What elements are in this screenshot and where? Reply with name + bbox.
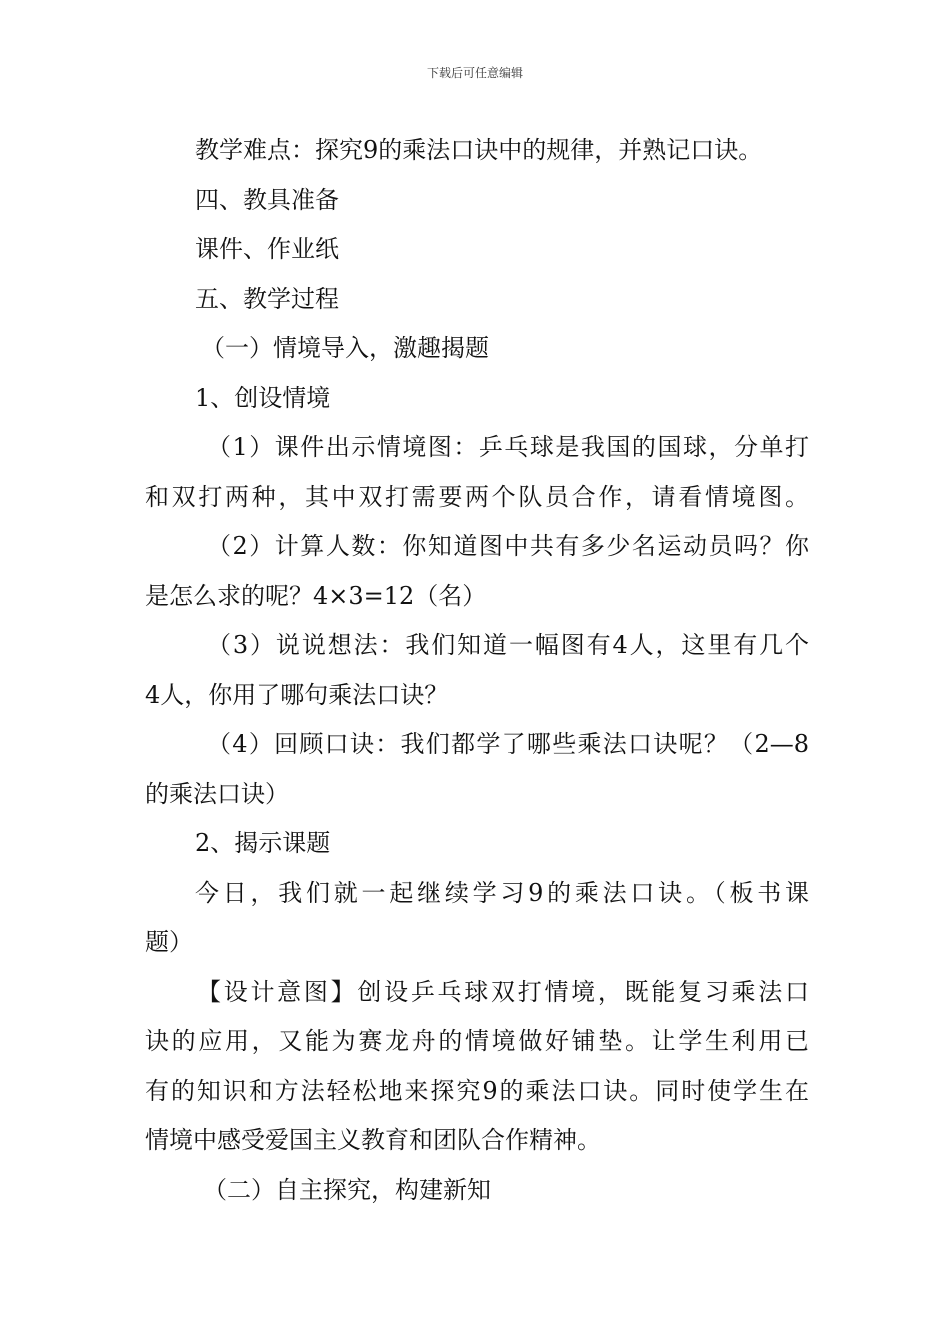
subsection-heading: （一）情境导入，激趣揭题 xyxy=(201,334,489,362)
paragraph-line: 题） xyxy=(145,928,193,956)
subsection-heading: 1、创设情境 xyxy=(195,383,331,412)
paragraph-line: 是怎么求的呢？4×3=12（名） xyxy=(145,581,487,610)
document-body xyxy=(145,126,809,1215)
paragraph-line: 今日，我们就一起继续学习9的乘法口诀。（板书课 xyxy=(195,878,809,907)
paragraph-line: 课件、作业纸 xyxy=(195,235,339,263)
page-header: 下载后可任意编辑 xyxy=(426,66,523,80)
paragraph-line: 教学难点：探究9的乘法口诀中的规律，并熟记口诀。 xyxy=(195,136,763,164)
design-intent-line: 【设计意图】创设乒乓球双打情境，既能复习乘法口 xyxy=(197,977,809,1006)
design-intent-line: 诀的应用，又能为赛龙舟的情境做好铺垫。让学生利用已 xyxy=(145,1027,809,1055)
paragraph-line: （3）说说想法：我们知道一幅图有4人，这里有几个 xyxy=(207,631,809,659)
paragraph-line: （4）回顾口诀：我们都学了哪些乘法口诀呢？（2—8 xyxy=(207,730,809,758)
paragraph-line: 4人，你用了哪句乘法口诀？ xyxy=(145,680,449,709)
paragraph-line: 的乘法口诀） xyxy=(145,779,289,808)
subsection-heading: （二）自主探究，构建新知 xyxy=(203,1175,491,1204)
paragraph-line: （2）计算人数：你知道图中共有多少名运动员吗？你 xyxy=(207,532,809,560)
section-heading: 四、教具准备 xyxy=(195,185,339,214)
paragraph-line: 和双打两种，其中双打需要两个队员合作，请看情境图。 xyxy=(145,482,809,511)
subsection-heading: 2、揭示课题 xyxy=(195,829,331,857)
section-heading: 五、教学过程 xyxy=(195,284,339,313)
design-intent-line: 有的知识和方法轻松地来探究9的乘法口诀。同时使学生在 xyxy=(145,1076,809,1105)
paragraph-line: （1）课件出示情境图：乒乓球是我国的国球，分单打 xyxy=(207,433,809,461)
design-intent-line: 情境中感受爱国主义教育和团队合作精神。 xyxy=(145,1126,601,1154)
